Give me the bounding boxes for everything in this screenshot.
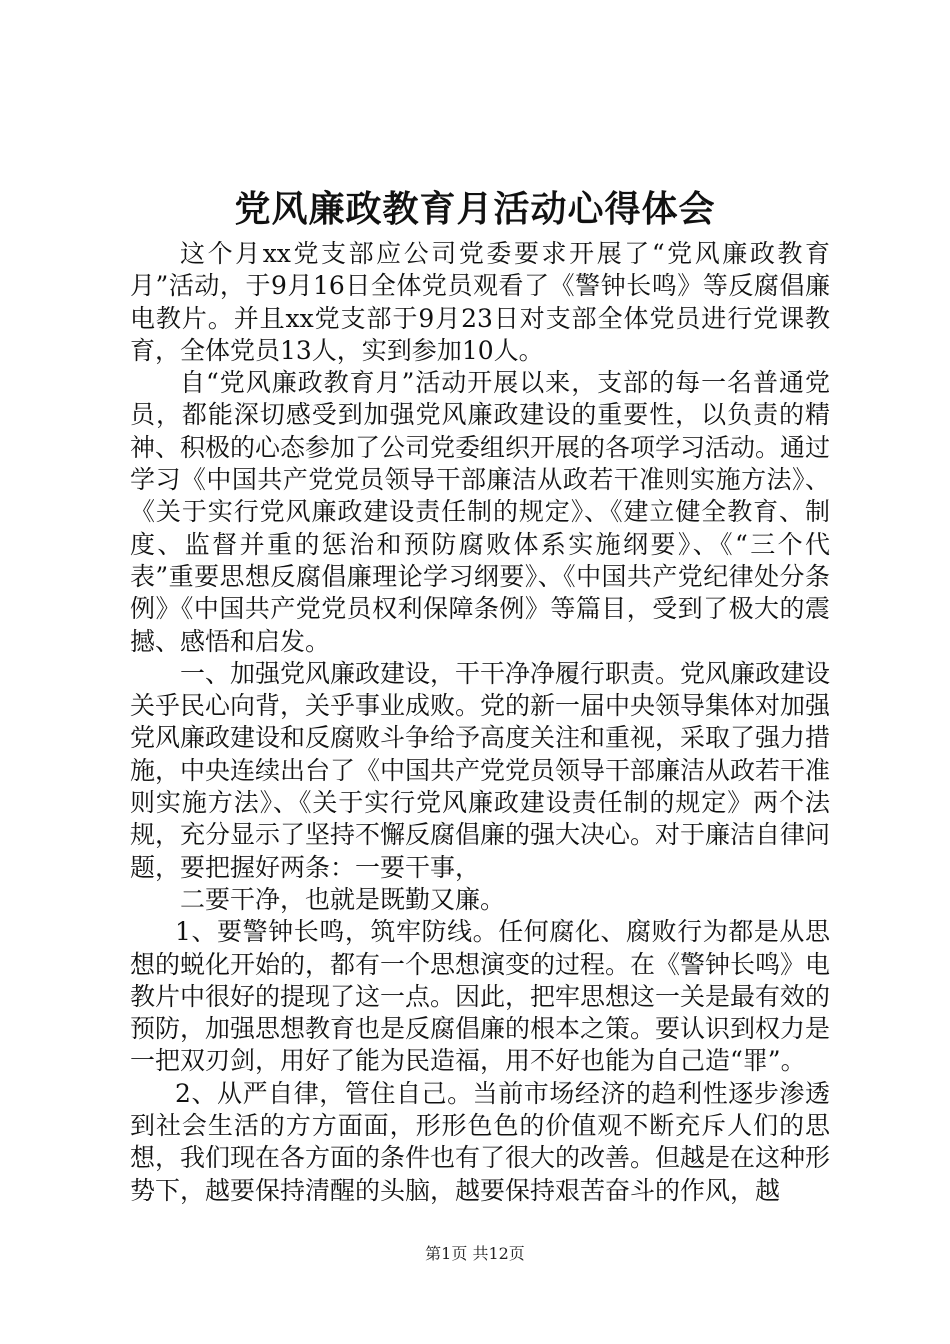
page-number: 第1页 共12页	[425, 1244, 525, 1263]
paragraph-clean: 二要干净，也就是既勤又廉。	[180, 884, 506, 914]
paragraph-point-two: 2、从严自律，管住自己。当前市场经济的趋利性逐步渗透到社会生活的方方面面，形形色色的价值观不断充斥人们的思想，我们现在各方面的条件也有了很大的改善。但越是在这种形势下，越要保持清醒的头脑，越要保持艰苦奋斗的作风，越	[130, 1078, 831, 1205]
paragraph-intro: 这个月xx党支部应公司党委要求开展了“党风廉政教育月”活动，于9月16日全体党员观看了《警钟长鸣》等反腐倡廉电教片。并且xx党支部于9月23日对支部全体党员进行党课教育，全体党员13人，实到参加10人。	[130, 239, 830, 365]
paragraph-study: 自“党风廉政教育月”活动开展以来，支部的每一名普通党员，都能深切感受到加强党风廉政建设的重要性，以负责的精神、积极的心态参加了公司党委组织开展的各项学习活动。通过学习《中国共产党党员领导干部廉洁从政若干准则实施方法》、《关于实行党风廉政建设责任制的规定》、《建立健全教育、制度、监督并重的惩治和预防腐败体系实施纲要》、《“三个代表”重要思想反腐倡廉理论学习纲要》、《中国共产党纪律处分条例》《中国共产党党员权利保障条例》等篇目，受到了极大的震撼、感悟和启发。	[130, 368, 831, 656]
paragraph-section-one: 一、加强党风廉政建设，干干净净履行职责。党风廉政建设关乎民心向背，关乎事业成败。党的新一届中央领导集体对加强党风廉政建设和反腐败斗争给予高度关注和重视，采取了强力措施，中央连续出台了《中国共产党党员领导干部廉洁从政若干准则实施方法》、《关于实行党风廉政建设责任制的规定》两个法规，充分显示了坚持不懈反腐倡廉的强大决心。对于廉洁自律问题，要把握好两条：一要干事，	[130, 658, 831, 882]
paragraph-point-one: 1、要警钟长鸣，筑牢防线。任何腐化、腐败行为都是从思想的蜕化开始的，都有一个思想演变的过程。在《警钟长鸣》电教片中很好的提现了这一点。因此，把牢思想这一关是最有效的预防，加强思想教育也是反腐倡廉的根本之策。要认识到权力是一把双刃剑，用好了能为民造福，用不好也能为自己造“罪”。	[130, 917, 831, 1076]
document-body	[130, 238, 830, 1207]
document-title: 党风廉政教育月活动心得体会	[234, 188, 716, 230]
